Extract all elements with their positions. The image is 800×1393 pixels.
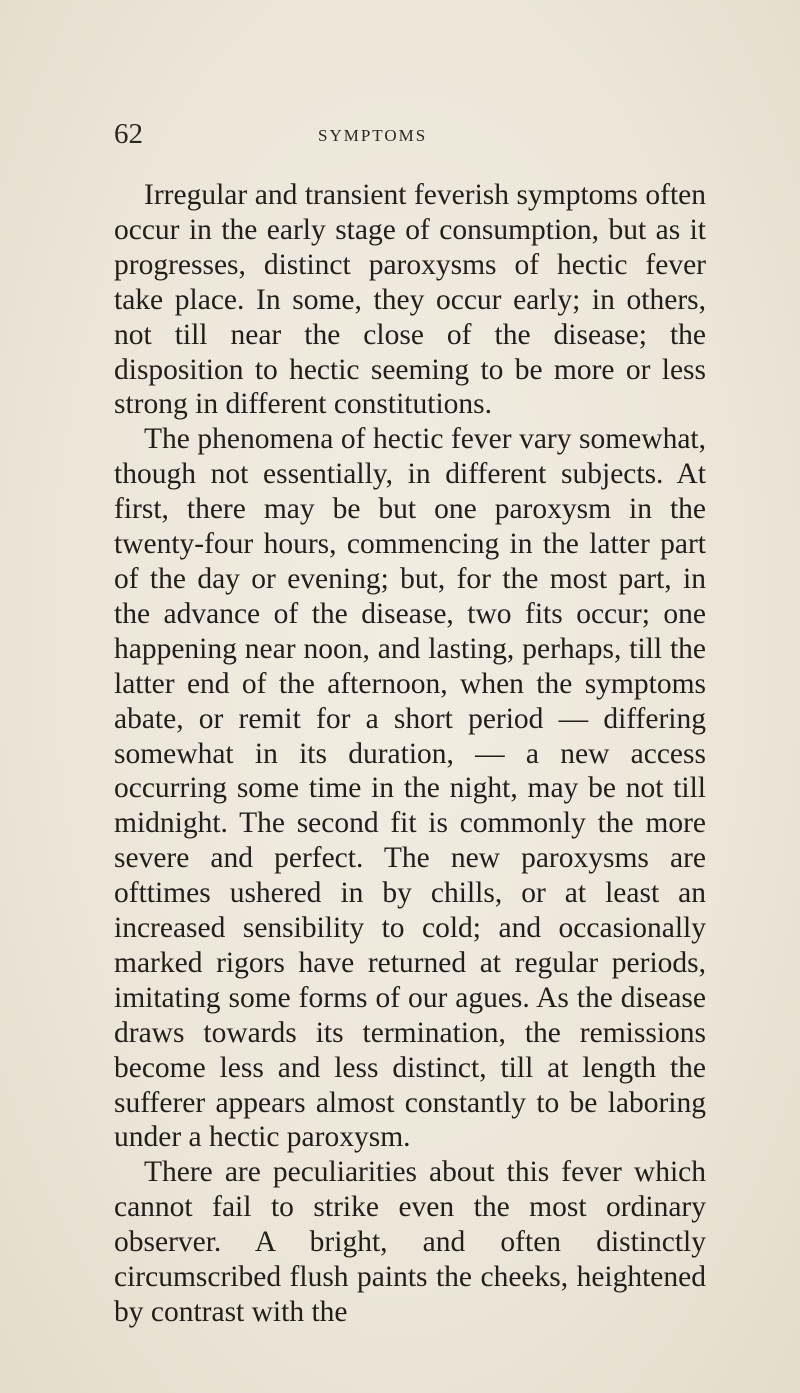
running-head: SYMPTOMS (318, 126, 428, 145)
paragraph-1: Irregular and transient feverish symptoms often occur in the early stage of consumption, but as it progresses, distinct paroxysms of hectic fever take place. In some, they occur early; in others, not till near the close of the disease; the disposition to hectic seeming to be more or less strong in different constitutions. (114, 179, 706, 421)
page-number: 62 (114, 118, 143, 150)
page-header (114, 118, 714, 158)
body-text (114, 178, 706, 1330)
paragraph-3: There are peculiarities about this fever which cannot fail to strike even the most ordinary observer. A bright, and often distinctly circumscribed flush paints the cheeks, heightened by contrast with the (114, 1156, 706, 1328)
paragraph-2: The phenomena of hectic fever vary somewhat, though not essentially, in different subjects. At first, there may be but one paroxysm in the twenty-four hours, commencing in the latter part of the day or evening; but, for the most part, in the advance of the disease, two fits occur; one happening near noon, and lasting, perhaps, till the latter end of the afternoon, when the symptoms abate, or remit for a short period — differing somewhat in its duration, — a new access occurring some time in the night, may be not till midnight. The second fit is commonly the more severe and perfect. The new paroxysms are ofttimes ushered in by chills, or at least an increased sensibility to cold; and occasionally marked rigors have returned at regular periods, imitating some forms of our agues. As the disease draws towards its termination, the remissions become less and less distinct, till at length the sufferer appears almost constantly to be laboring under a hectic paroxysm. (114, 423, 706, 1154)
